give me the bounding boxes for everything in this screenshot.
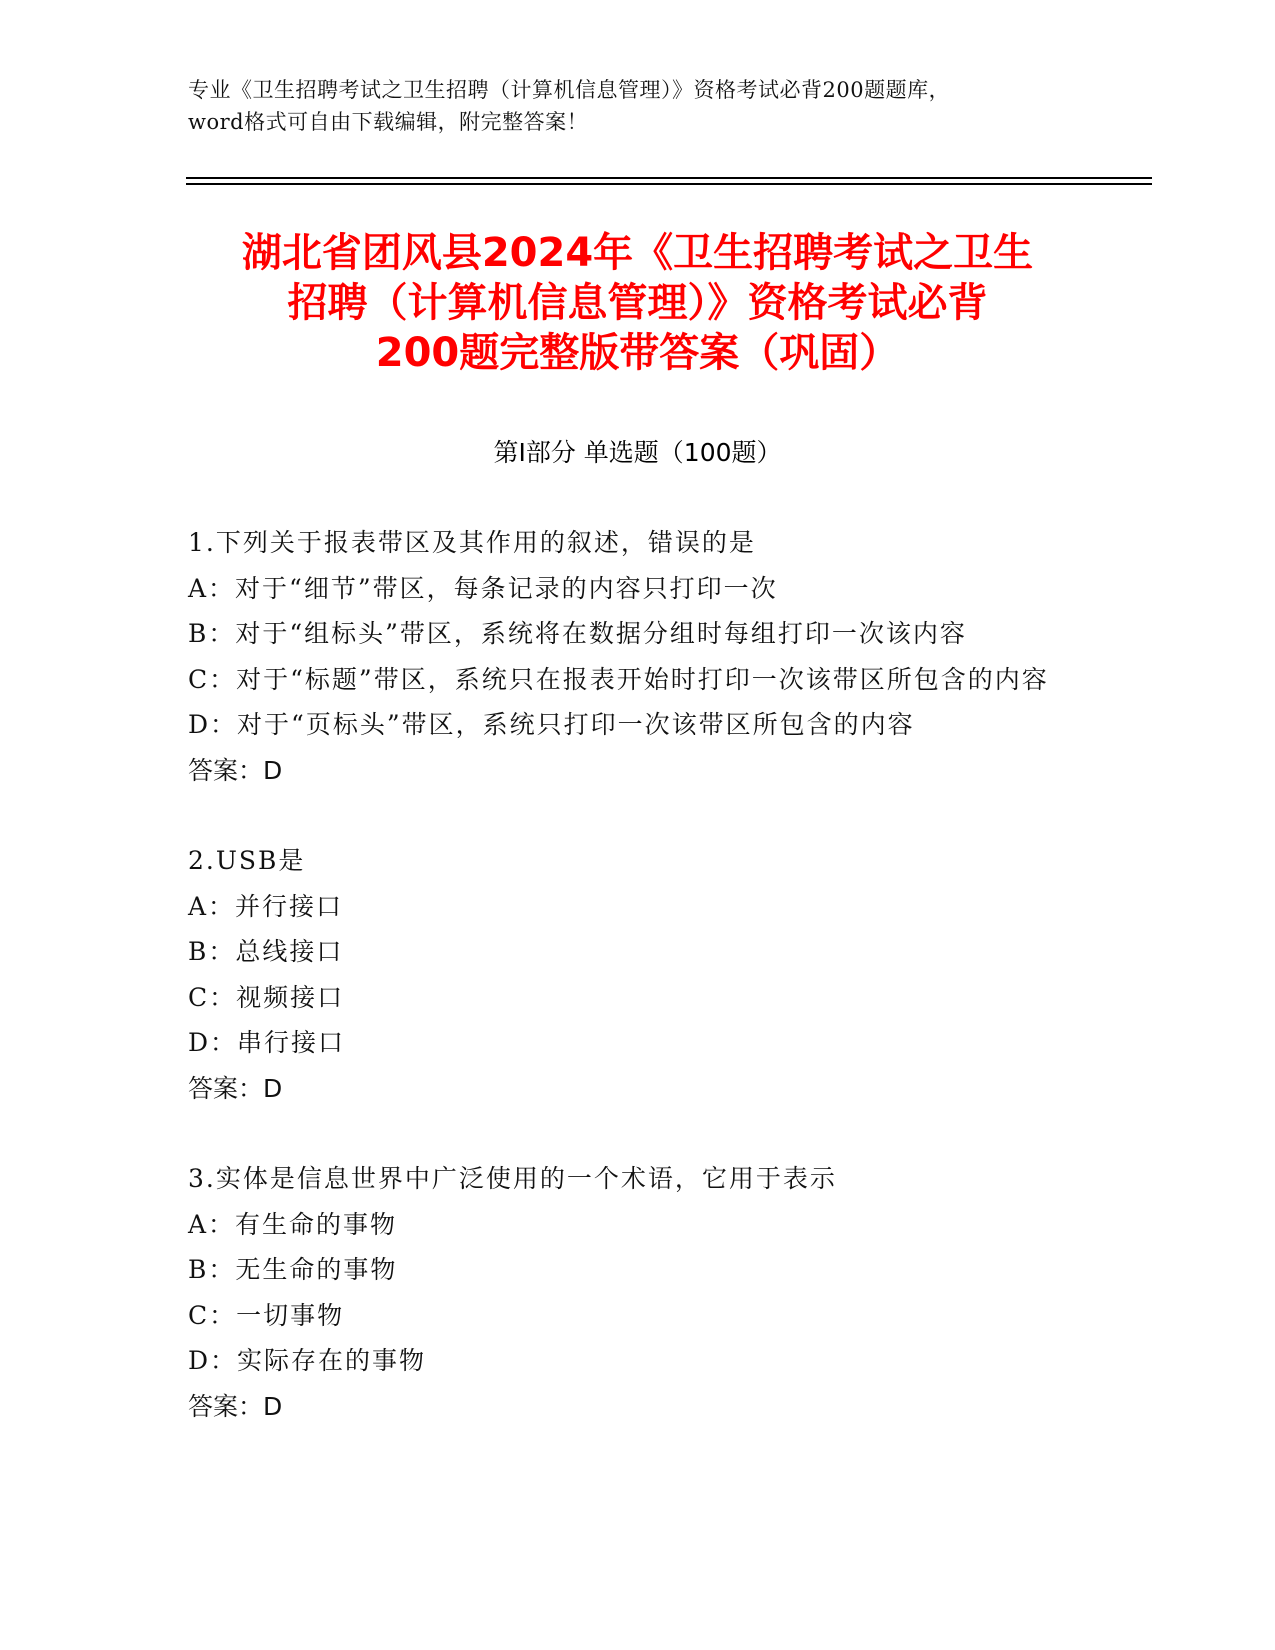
header-note-line-1: 专业《卫生招聘考试之卫生招聘（计算机信息管理）》资格考试必背200题题库， bbox=[188, 78, 951, 102]
answer-line: 答案：D bbox=[188, 1073, 283, 1103]
question-stem: 2.USB是 bbox=[188, 846, 306, 875]
question-stem: 3.实体是信息世界中广泛使用的一个术语，它用于表示 bbox=[188, 1164, 837, 1193]
answer-line: 答案：D bbox=[188, 755, 283, 785]
section-heading: 第Ⅰ部分 单选题（100题） bbox=[493, 438, 782, 467]
question-stem: 1.下列关于报表带区及其作用的叙述，错误的是 bbox=[188, 528, 756, 557]
title-line-1: 湖北省团风县2024年《卫生招聘考试之卫生 bbox=[241, 230, 1034, 276]
header-note-line-2: word格式可自由下载编辑，附完整答案！ bbox=[188, 110, 589, 134]
title-line-2: 招聘（计算机信息管理）》资格考试必背 bbox=[287, 280, 988, 326]
question-2 bbox=[188, 838, 1088, 1111]
option-b: B：对于“组标头”带区，系统将在数据分组时每组打印一次该内容 bbox=[188, 619, 967, 648]
title-line-3: 200题完整版带答案（巩固） bbox=[375, 330, 900, 376]
option-c: C：对于“标题”带区，系统只在报表开始时打印一次该带区所包含的内容 bbox=[188, 664, 1049, 694]
option-b: B：总线接口 bbox=[188, 937, 344, 966]
header-divider-bottom bbox=[186, 183, 1152, 185]
question-1 bbox=[188, 520, 1088, 793]
question-3 bbox=[188, 1156, 1088, 1429]
option-a: A：有生命的事物 bbox=[188, 1209, 398, 1239]
option-a: A：并行接口 bbox=[188, 891, 344, 921]
option-a: A：对于“细节”带区，每条记录的内容只打印一次 bbox=[188, 573, 778, 603]
option-c: C：视频接口 bbox=[188, 982, 345, 1012]
header-note bbox=[188, 74, 1088, 138]
option-b: B：无生命的事物 bbox=[188, 1255, 398, 1284]
option-d: D：实际存在的事物 bbox=[188, 1346, 427, 1375]
answer-line: 答案：D bbox=[188, 1391, 283, 1421]
question-list bbox=[188, 520, 1088, 1474]
option-c: C：一切事物 bbox=[188, 1300, 345, 1330]
option-d: D：串行接口 bbox=[188, 1028, 346, 1057]
header-divider-top bbox=[186, 177, 1152, 179]
option-d: D：对于“页标头”带区，系统只打印一次该带区所包含的内容 bbox=[188, 710, 915, 739]
document-title bbox=[160, 228, 1115, 378]
